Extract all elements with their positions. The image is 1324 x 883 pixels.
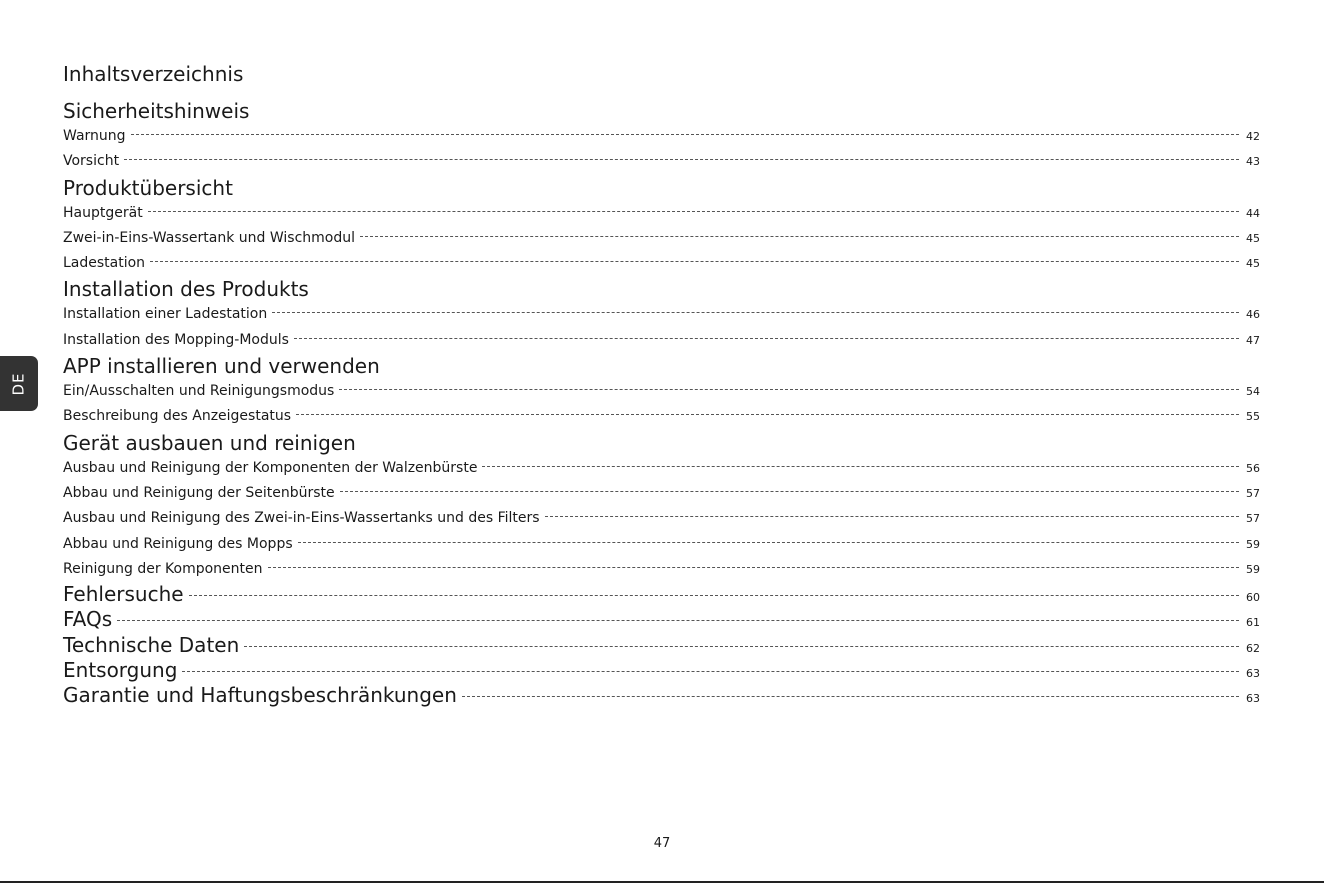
toc-entry-page: 57 [1246,486,1260,500]
toc-entry-page: 45 [1246,257,1260,271]
toc-entry[interactable] [63,456,1260,481]
toc-entry[interactable] [63,506,1260,531]
language-tab [0,356,38,411]
toc-entry-label: Entsorgung [63,658,178,683]
dotted-leader [272,312,1239,313]
toc-entry-label: Technische Daten [63,632,240,657]
dotted-leader [296,414,1239,415]
toc-entry[interactable] [63,251,1260,276]
dotted-leader [148,211,1239,212]
dotted-leader [182,671,1239,672]
toc-entry-page: 56 [1246,461,1260,475]
toc-entry[interactable] [63,328,1260,353]
toc-entry-page: 63 [1246,667,1260,681]
toc-entry[interactable] [63,557,1260,582]
toc-entry[interactable] [63,201,1260,226]
toc-entry-label: Reinigung der Komponenten [63,560,263,577]
dotted-leader [294,338,1239,339]
toc-entry[interactable] [63,532,1260,557]
toc-entry[interactable] [63,302,1260,327]
dotted-leader [131,134,1239,135]
toc-main-entry[interactable] [63,607,1260,632]
toc-entry-page: 61 [1246,616,1260,630]
toc-entry-page: 55 [1246,410,1260,424]
toc-entry-page: 62 [1246,641,1260,655]
page-title: Inhaltsverzeichnis [63,62,244,86]
section-heading: APP installieren und verwenden [63,354,380,379]
dotted-leader [189,595,1239,596]
toc-entry-page: 54 [1246,385,1260,399]
toc-entry-label: Ausbau und Reinigung der Komponenten der Walzenbürste [63,459,478,476]
toc-entry-page: 44 [1246,206,1260,220]
language-tab-label: DE [10,371,28,396]
toc-entry-label: Installation einer Ladestation [63,306,268,323]
toc-entry-label: Garantie und Haftungsbeschränkungen [63,683,457,708]
toc-entry[interactable] [63,404,1260,429]
toc-entry-label: Vorsicht [63,153,120,170]
toc-entry-label: Fehlersuche [63,582,184,607]
toc-entry-page: 46 [1246,308,1260,322]
dotted-leader [298,542,1239,543]
toc-entry-page: 59 [1246,537,1260,551]
section-heading: Gerät ausbauen und reinigen [63,430,356,455]
toc-entry[interactable] [63,149,1260,174]
toc-entry-label: Ladestation [63,255,146,272]
toc-entry-page: 42 [1246,130,1260,143]
toc-entry-page: 57 [1246,512,1260,526]
toc-entry-label: Beschreibung des Anzeigestatus [63,408,292,425]
toc-entry-page: 59 [1246,562,1260,576]
dotted-leader [244,646,1239,647]
dotted-leader [340,491,1239,492]
dotted-leader [339,389,1239,390]
toc-entry-label: Installation des Mopping-Moduls [63,331,289,348]
dotted-leader [482,466,1239,467]
toc-main-entry[interactable] [63,658,1260,683]
toc-entry-label: Hauptgerät [63,204,143,221]
toc-entry-label: FAQs [63,607,113,632]
section-heading: Installation des Produkts [63,277,309,302]
toc-entry-label: Ein/Ausschalten und Reinigungsmodus [63,383,335,400]
toc-entry[interactable] [63,124,1260,149]
dotted-leader [268,567,1239,568]
toc-entry-page: 60 [1246,591,1260,605]
toc-entry-label: Zwei-in-Eins-Wassertank und Wischmodul [63,229,356,246]
table-of-contents [63,98,1260,709]
dotted-leader [360,236,1239,237]
toc-entry-label: Ausbau und Reinigung des Zwei-in-Eins-Wassertanks und des Filters [63,510,540,527]
toc-entry-label: Abbau und Reinigung des Mopps [63,535,293,552]
toc-entry[interactable] [63,226,1260,251]
dotted-leader [462,696,1239,697]
toc-main-entry[interactable] [63,683,1260,708]
toc-entry-page: 45 [1246,231,1260,245]
dotted-leader [545,516,1239,517]
toc-entry-label: Abbau und Reinigung der Seitenbürste [63,484,335,501]
toc-entry[interactable] [63,481,1260,506]
dotted-leader [150,261,1239,262]
toc-entry[interactable] [63,379,1260,404]
section-heading: Sicherheitshinweis [63,99,250,123]
toc-main-entry[interactable] [63,633,1260,658]
toc-main-entry[interactable] [63,582,1260,607]
toc-entry-label: Warnung [63,128,126,144]
section-heading: Produktübersicht [63,175,233,200]
page-number: 47 [653,836,671,851]
dotted-leader [117,620,1239,621]
dotted-leader [124,159,1239,160]
toc-entry-page: 47 [1246,333,1260,347]
toc-entry-page: 43 [1246,155,1260,169]
toc-entry-page: 63 [1246,692,1260,706]
